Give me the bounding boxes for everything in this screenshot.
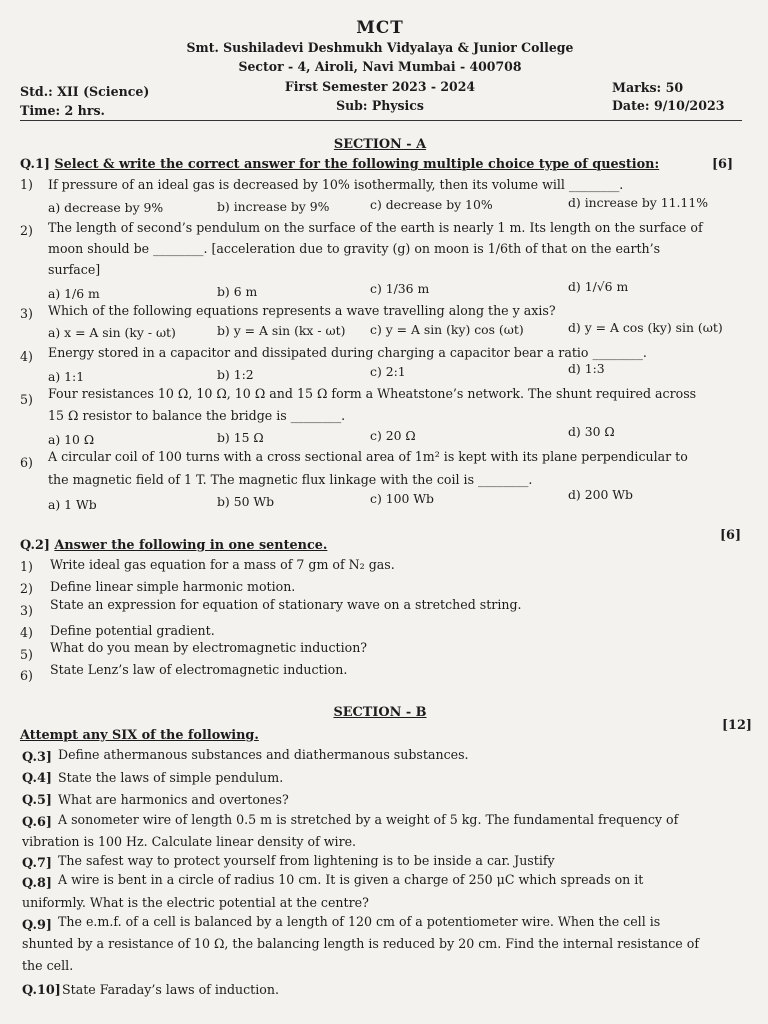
question-text: The safest way to protect yourself from lightening is to be inside a car. Justify — [58, 853, 555, 868]
q1-option: c) y = A sin (ky) cos (ωt) — [370, 322, 524, 337]
q1-option: a) 1 Wb — [48, 497, 97, 512]
header-divider — [20, 120, 742, 121]
section-a-title: SECTION - A — [333, 137, 427, 152]
q1-instruction: Select & write the correct answer for the following multiple choice type of question: — [54, 157, 660, 172]
q1-item-text: the magnetic field of 1 T. The magnetic flux linkage with the coil is ________. — [48, 472, 533, 487]
q2-heading — [20, 538, 327, 553]
q2-item-text: State an expression for equation of stationary wave on a stretched string. — [50, 597, 522, 612]
q1-option: c) decrease by 10% — [370, 197, 493, 212]
q1-option: a) 1/6 m — [48, 286, 100, 301]
question-text: shunted by a resistance of 10 Ω, the balancing length is reduced by 20 cm. Find the internal resistance of — [22, 936, 700, 951]
question-text: What are harmonics and overtones? — [58, 792, 289, 807]
q1-option: b) 1:2 — [217, 367, 254, 382]
question-text: State Faraday’s laws of induction. — [62, 982, 279, 997]
q1-heading — [20, 157, 659, 172]
q2-item-text: What do you mean by electromagnetic induction? — [50, 640, 368, 655]
marks-label: Marks: 50 — [612, 80, 684, 95]
subject-label: Sub: Physics — [336, 98, 424, 113]
q1-option: a) 1:1 — [48, 369, 85, 384]
q1-item-text: If pressure of an ideal gas is decreased by 10% isothermally, then its volume will ________. — [48, 177, 624, 192]
q1-option: b) y = A sin (kx - ωt) — [217, 323, 346, 338]
question-text: the cell. — [22, 958, 74, 973]
q1-item-text: A circular coil of 100 turns with a cross sectional area of 1m² is kept with its plane perpendicular to — [48, 449, 688, 464]
semester-label: First Semester 2023 - 2024 — [284, 79, 476, 94]
q1-option: c) 20 Ω — [370, 428, 416, 443]
q1-option: c) 2:1 — [370, 364, 406, 379]
q1-item-number: 2) — [20, 223, 33, 238]
time-label: Time: 2 hrs. — [20, 103, 105, 118]
q1-option: c) 100 Wb — [370, 491, 434, 506]
question-label: Q.7] — [22, 856, 52, 871]
q1-option: c) 1/36 m — [370, 281, 430, 296]
q1-item-number: 4) — [20, 349, 33, 364]
question-label: Q.9] — [22, 918, 52, 933]
question-label: Q.10] — [22, 983, 61, 998]
q1-option: b) 50 Wb — [217, 494, 275, 509]
school-logo: MCT — [356, 18, 404, 38]
q1-item-number: 6) — [20, 455, 33, 470]
q2-label: Q.2] — [20, 538, 50, 553]
q1-option: d) 1:3 — [568, 361, 605, 376]
q1-label: Q.1] — [20, 157, 50, 172]
question-text: A wire is bent in a circle of radius 10 cm. It is given a charge of 250 μC which spreads on it — [58, 872, 644, 887]
q1-option: d) 30 Ω — [568, 424, 615, 439]
q1-option: b) 15 Ω — [217, 430, 264, 445]
q1-option: b) increase by 9% — [217, 199, 330, 214]
question-text: Define athermanous substances and diathermanous substances. — [58, 747, 469, 762]
q1-option: d) y = A cos (ky) sin (ωt) — [568, 320, 723, 335]
date-label: Date: 9/10/2023 — [612, 98, 725, 113]
q2-item-number: 3) — [20, 603, 33, 618]
q1-option: d) 200 Wb — [568, 487, 633, 502]
q1-option: a) x = A sin (ky - ωt) — [48, 325, 176, 340]
section-b-instruction — [20, 728, 259, 743]
q2-item-number: 6) — [20, 668, 33, 683]
q2-item-text: State Lenz’s law of electromagnetic induction. — [50, 662, 348, 677]
q2-item-number: 2) — [20, 581, 33, 596]
question-text: A sonometer wire of length 0.5 m is stretched by a weight of 5 kg. The fundamental frequency of — [58, 812, 679, 827]
school-address: Sector - 4, Airoli, Navi Mumbai - 400708 — [238, 59, 522, 74]
question-text: vibration is 100 Hz. Calculate linear density of wire. — [22, 834, 357, 849]
q1-option: a) decrease by 9% — [48, 200, 164, 215]
q2-item-number: 5) — [20, 647, 33, 662]
q2-item-text: Define potential gradient. — [50, 623, 215, 638]
q1-item-text: surface] — [48, 262, 101, 277]
question-label: Q.6] — [22, 815, 52, 830]
question-label: Q.5] — [22, 793, 52, 808]
q1-option: d) increase by 11.11% — [568, 195, 708, 210]
q2-item-text: Write ideal gas equation for a mass of 7 gm of N₂ gas. — [50, 557, 395, 572]
q1-option: b) 6 m — [217, 284, 258, 299]
question-label: Q.3] — [22, 750, 52, 765]
q1-item-number: 3) — [20, 306, 33, 321]
q1-item-number: 5) — [20, 392, 33, 407]
q2-instruction: Answer the following in one sentence. — [54, 538, 328, 553]
q1-item-text: Four resistances 10 Ω, 10 Ω, 10 Ω and 15 Ω form a Wheatstone’s network. The shunt required across — [48, 386, 697, 401]
question-label: Q.8] — [22, 876, 52, 891]
q2-item-number: 4) — [20, 625, 33, 640]
q1-item-text: The length of second’s pendulum on the surface of the earth is nearly 1 m. Its length on the surface of — [48, 220, 703, 235]
question-label: Q.4] — [22, 771, 52, 786]
q1-marks: [6] — [712, 157, 734, 172]
q1-item-text: Which of the following equations represents a wave travelling along the y axis? — [48, 303, 556, 318]
section-b-title: SECTION - B — [333, 705, 427, 720]
q1-item-text: 15 Ω resistor to balance the bridge is ________. — [48, 408, 346, 423]
question-text: The e.m.f. of a cell is balanced by a length of 120 cm of a potentiometer wire. When the cell is — [58, 914, 661, 929]
q1-item-text: moon should be ________. [acceleration due to gravity (g) on moon is 1/6th of that on the earth’s — [48, 241, 661, 256]
school-name: Smt. Sushiladevi Deshmukh Vidyalaya & Junior College — [186, 40, 574, 55]
q1-option: d) 1/√6 m — [568, 279, 629, 294]
question-text: State the laws of simple pendulum. — [58, 770, 284, 785]
question-text: uniformly. What is the electric potential at the centre? — [22, 895, 369, 910]
q1-item-text: Energy stored in a capacitor and dissipated during charging a capacitor bear a ratio ________. — [48, 345, 647, 360]
q1-option: a) 10 Ω — [48, 432, 95, 447]
q1-item-number: 1) — [20, 177, 33, 192]
std-label: Std.: XII (Science) — [20, 84, 150, 99]
section-b-instruction-text: Attempt any SIX of the following. — [20, 728, 259, 743]
section-b-marks: [12] — [722, 718, 752, 733]
q2-item-number: 1) — [20, 559, 33, 574]
q2-item-text: Define linear simple harmonic motion. — [50, 579, 296, 594]
q2-marks: [6] — [720, 528, 742, 543]
